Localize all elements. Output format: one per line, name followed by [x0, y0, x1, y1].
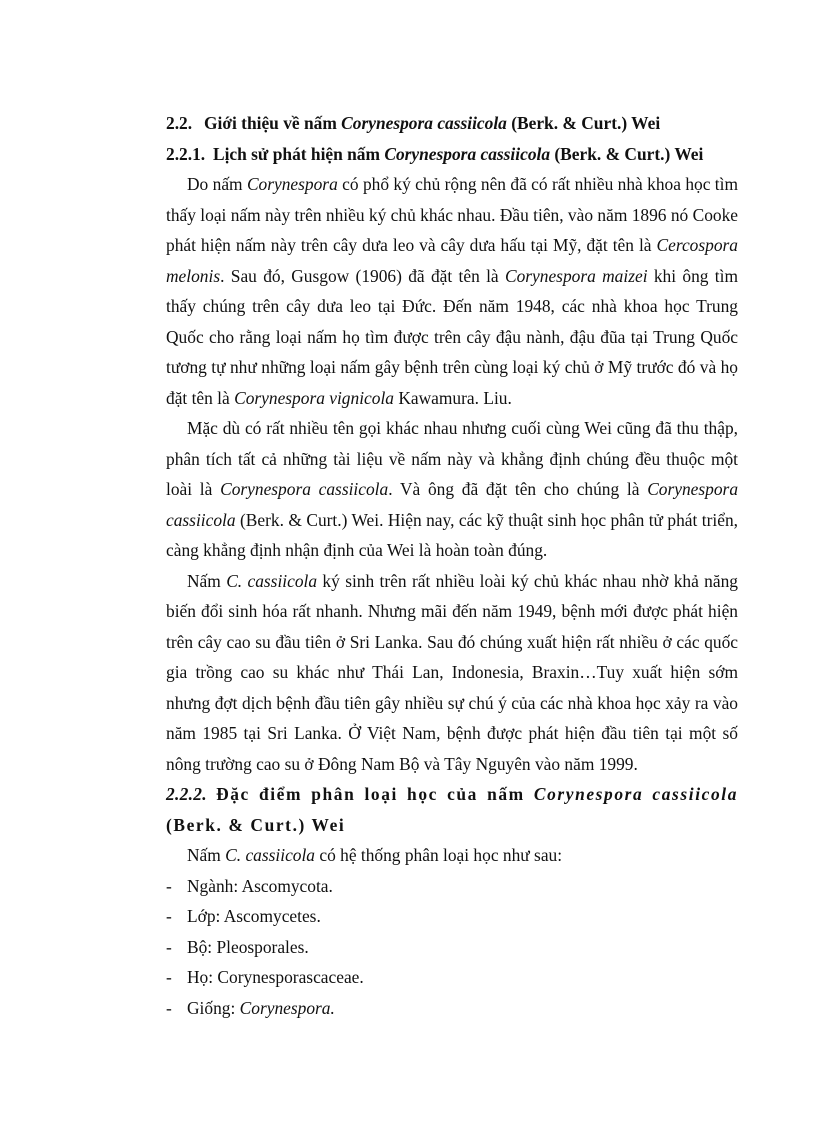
species-name: Corynespora cassiicola — [220, 479, 389, 499]
text-run: Mặc dù có rất nhiều tên gọi khác nhau nhưng cuối cùng Wei cũng đã thu thập, phân tích tất cả những tài liệu về nấm này và khẳng định chúng đều thuộc một loài là — [166, 418, 738, 499]
text-run: . Sau đó, Gusgow (1906) đã đặt tên là — [220, 265, 505, 286]
list-text: Ngành: Ascomycota. — [187, 875, 333, 896]
list-dash: - — [166, 997, 172, 1018]
list-dash: - — [166, 906, 172, 926]
species-name: Corynespora cassiicola — [341, 113, 507, 133]
text-run: . Và ông đã đặt tên cho chúng là — [388, 479, 648, 499]
list-text: Bộ: Pleosporales. — [187, 936, 309, 957]
section-heading-2-2-2-author: (Berk. & Curt.) Wei — [166, 814, 346, 835]
species-name: Corynespora cassiicola — [384, 143, 551, 164]
paragraph-spread — [166, 566, 738, 780]
list-item — [166, 932, 738, 963]
text-run: ký sinh trên rất nhiều loài ký chủ khác nhau nhờ khả năng biến đổi sinh hóa rất nhanh. Nhưng mãi đến năm 1949, bệnh mới được phát hiện trên cây cao su đầu tiên ở Sri Lanka. Sau đó chúng xuất hiện rất nhiều ở các quốc gia trồng cao su khác như Thái Lan, Indonesia, Braxin…Tuy xuất hiện sớm nhưng đợt dịch bệnh đầu tiên gây nhiều sự chú ý của các nhà khoa học xảy ra vào năm 1985 tại Sri Lanka. Ở Việt Nam, bệnh được phát hiện đầu tiên tại một số nông trường cao su ở Đông Nam Bộ và Tây Nguyên vào năm 1999. — [166, 570, 738, 774]
species-name: C. cassiicola — [226, 570, 318, 591]
paragraph-taxonomy-intro — [166, 840, 738, 871]
section-heading-2-2-1 — [166, 139, 738, 170]
paragraph-naming — [166, 413, 738, 566]
species-name: Cercospora melonis — [166, 235, 738, 286]
section-number: 2.2. — [166, 113, 193, 133]
taxonomy-list — [166, 871, 738, 1024]
document-page — [166, 108, 738, 1023]
text-run: khi ông tìm thấy chúng trên cây dưa leo tại Đức. Đến năm 1948, các nhà khoa học Trung Quốc cho rằng loại nấm họ tìm được trên cây đậu nành, đậu đũa tại Trung Quốc tương tự như những loại nấm gây bệnh trên cùng loại ký chủ ở Mỹ trước đó và họ đặt tên là — [166, 265, 738, 408]
species-name: Corynespora cassiicola — [533, 784, 738, 804]
text-run: có hệ thống phân loại học như sau: — [315, 845, 563, 865]
list-italic: Corynespora. — [239, 997, 335, 1018]
section-heading-2-2 — [166, 108, 738, 139]
list-item — [166, 871, 738, 902]
text-run: Nấm — [187, 845, 226, 865]
text-run: Kawamura. Liu. — [393, 387, 512, 408]
section-number: 2.2.2. — [166, 784, 207, 804]
list-dash: - — [166, 875, 172, 896]
heading-author: (Berk. & Curt.) Wei — [550, 143, 704, 164]
heading-text: Đặc điểm phân loại học của nấm — [206, 784, 534, 804]
species-name: Corynespora cassiicola — [166, 479, 739, 530]
list-dash: - — [166, 967, 172, 987]
text-run: có phổ ký chủ rộng nên đã có rất nhiều nhà khoa học tìm thấy loại nấm này trên nhiều ký chủ khác nhau. Đầu tiên, vào năm 1896 nó Cooke phát hiện nấm này trên cây dưa leo và cây dưa hấu tại Mỹ, đặt tên là — [166, 174, 738, 255]
heading-author: (Berk. & Curt.) Wei — [506, 113, 661, 133]
text-run: (Berk. & Curt.) Wei. Hiện nay, các kỹ thuật sinh học phân tử phát triển, càng khẳng định nhận định của Wei là hoàn toàn đúng. — [166, 509, 738, 560]
species-name: C. cassiicola — [225, 845, 316, 865]
list-text: Họ: Corynesporascaceae. — [187, 967, 364, 987]
text-run: Nấm — [187, 570, 227, 591]
heading-text: Lịch sử phát hiện nấm — [213, 143, 385, 164]
text-run: Do nấm — [187, 174, 247, 194]
list-item — [166, 993, 738, 1024]
species-name: Corynespora vignicola — [234, 387, 394, 408]
list-dash: - — [166, 936, 172, 957]
species-name: Corynespora — [246, 174, 338, 194]
paragraph-history — [166, 169, 738, 413]
section-number: 2.2.1. — [166, 143, 206, 164]
list-text: Lớp: Ascomycetes. — [187, 906, 321, 926]
list-item — [166, 962, 738, 993]
list-item — [166, 901, 738, 932]
heading-text: Giới thiệu về nấm — [204, 113, 342, 133]
species-name: Corynespora maizei — [504, 265, 648, 286]
list-text: Giống: — [187, 997, 240, 1018]
section-heading-2-2-2 — [166, 779, 738, 810]
